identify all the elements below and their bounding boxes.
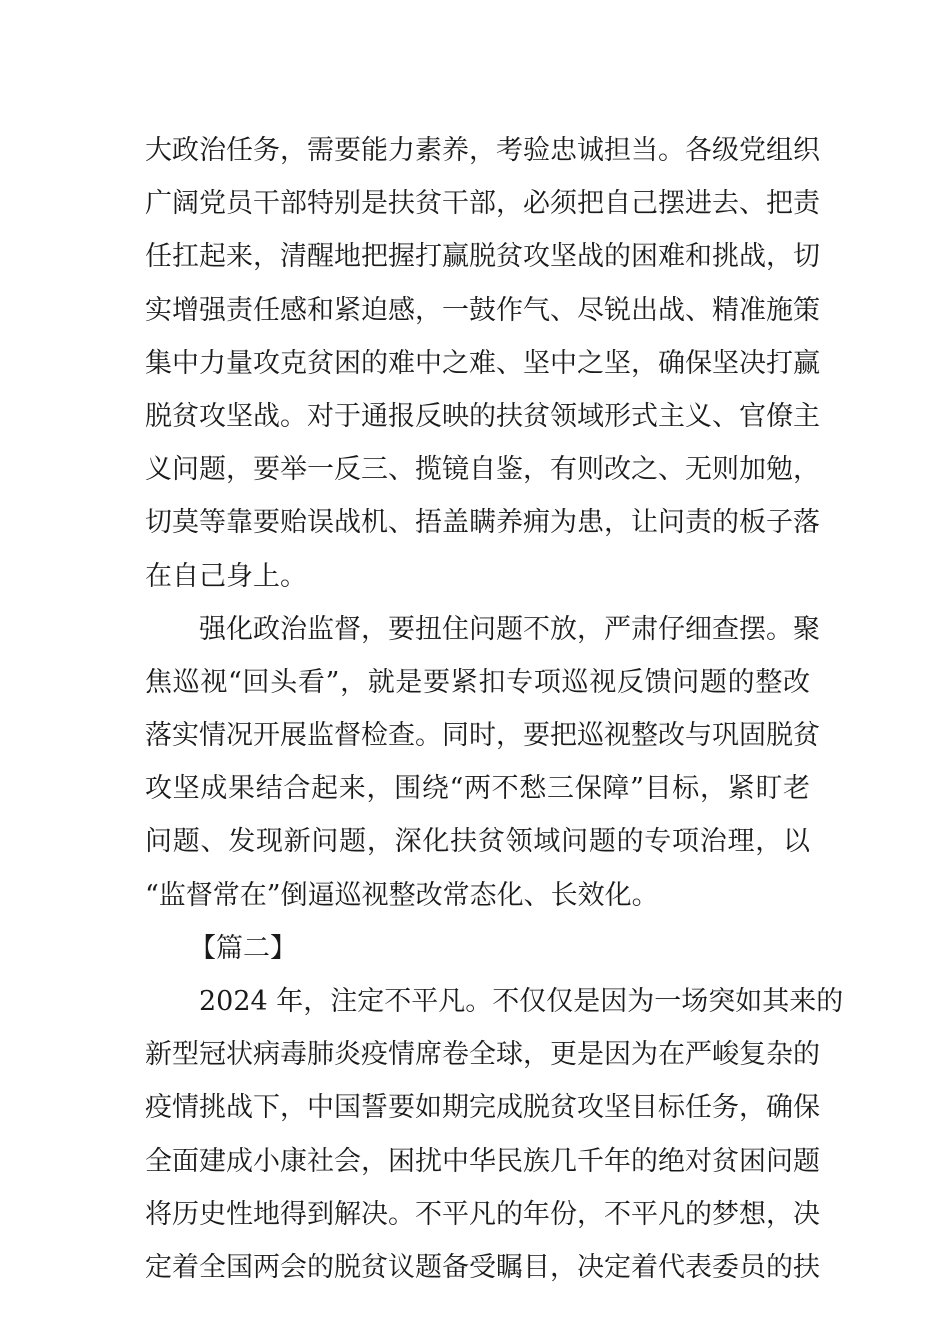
paragraph-line: 在自己身上。 (145, 560, 307, 592)
paragraph-line: 切莫等靠要贻误战机、捂盖瞒养痈为患，让问责的板子落 (145, 507, 820, 539)
paragraph-3 (145, 975, 844, 1294)
paragraph-line: 广阔党员干部特别是扶贫干部，必须把自己摆进去、把责 (145, 188, 820, 220)
paragraph-line: 大政治任务，需要能力素养，考验忠诚担当。各级党组织 (145, 135, 820, 166)
paragraph-line: 2024 年，注定不平凡。不仅仅是因为一场突如其来的 (199, 986, 844, 1017)
paragraph-line: 落实情况开展监督检查。同时，要把巡视整改与巩固脱贫 (145, 720, 820, 752)
paragraph-2 (145, 603, 820, 922)
paragraph-line: 脱贫攻坚战。对于通报反映的扶贫领域形式主义、官僚主 (145, 400, 820, 432)
paragraph-line: 定着全国两会的脱贫议题备受瞩目，决定着代表委员的扶 (145, 1251, 820, 1283)
paragraph-line: “监督常在”倒逼巡视整改常态化、长效化。 (145, 879, 659, 911)
paragraph-line: 义问题，要举一反三、揽镜自鉴，有则改之、无则加勉， (145, 454, 820, 486)
document-body (145, 124, 844, 1294)
paragraph-line: 全面建成小康社会，困扰中华民族几千年的绝对贫困问题 (145, 1145, 820, 1177)
paragraph-line: 集中力量攻克贫困的难中之难、坚中之坚，确保坚决打赢 (145, 347, 820, 379)
paragraph-line: 任扛起来，清醒地把握打赢脱贫攻坚战的困难和挑战，切 (145, 241, 820, 273)
section-heading: 【篇二】 (189, 932, 297, 964)
paragraph-line: 强化政治监督，要扭住问题不放，严肃仔细查摆。聚 (199, 613, 820, 645)
paragraph-line: 实增强责任感和紧迫感，一鼓作气、尽锐出战、精准施策 (145, 294, 820, 326)
paragraph-line: 新型冠状病毒肺炎疫情席卷全球，更是因为在严峻复杂的 (145, 1039, 820, 1071)
paragraph-line: 疫情挑战下，中国誓要如期完成脱贫攻坚目标任务，确保 (145, 1092, 820, 1124)
paragraph-line: 将历史性地得到解决。不平凡的年份，不平凡的梦想，决 (145, 1198, 820, 1230)
paragraph-line: 攻坚成果结合起来，围绕“两不愁三保障”目标，紧盯老 (145, 773, 810, 805)
paragraph-1 (145, 124, 820, 603)
paragraph-line: 焦巡视“回头看”，就是要紧扣专项巡视反馈问题的整改 (145, 666, 810, 698)
paragraph-line: 问题、发现新问题，深化扶贫领域问题的专项治理，以 (145, 826, 810, 858)
